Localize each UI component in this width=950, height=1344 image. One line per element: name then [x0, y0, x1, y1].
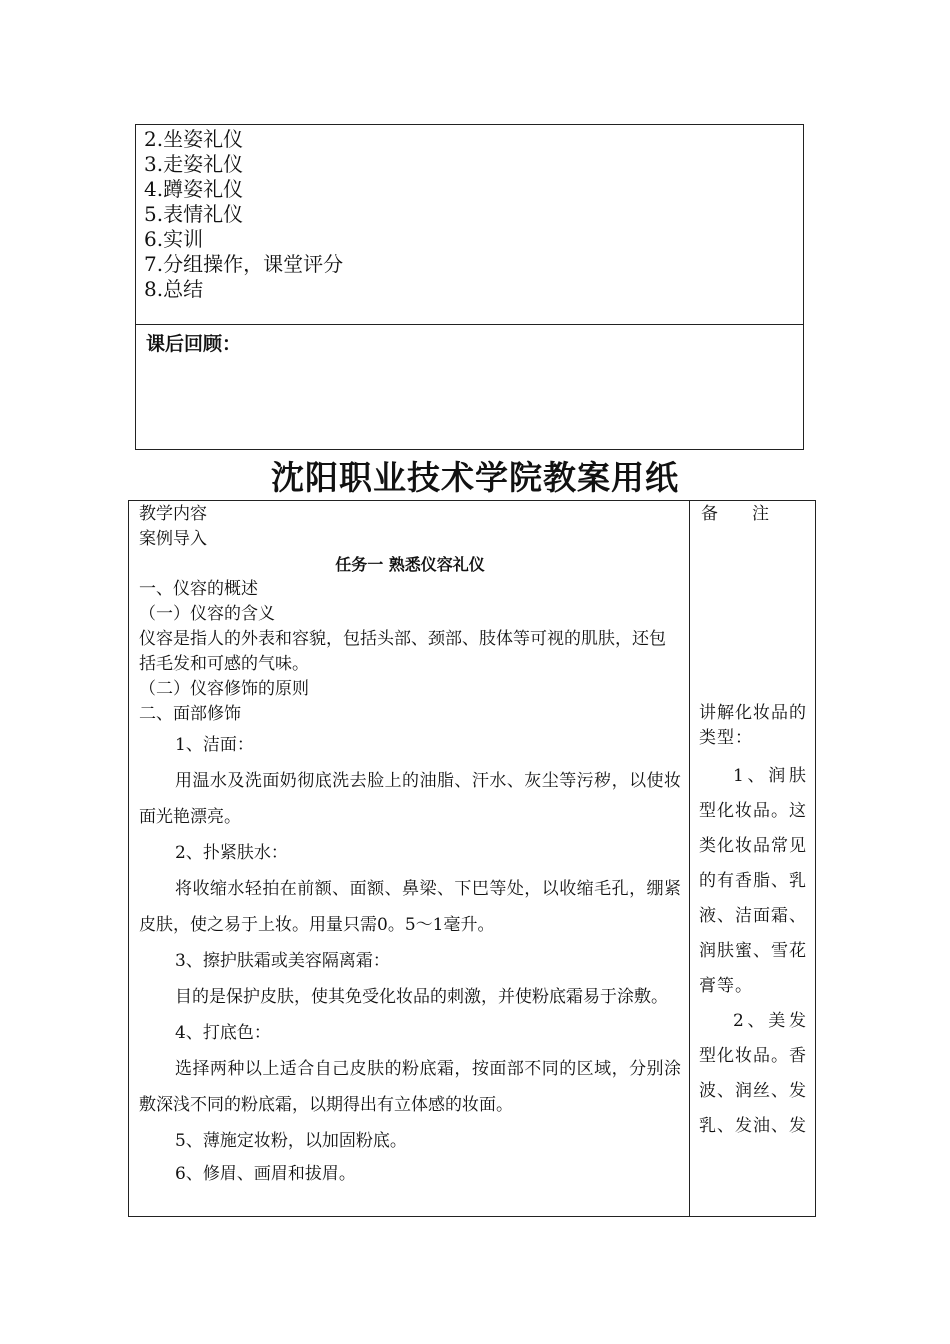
paragraph: 仪容是指人的外表和容貌，包括头部、颈部、肢体等可视的肌肤，还包括毛发和可感的气味。 [139, 629, 666, 674]
review-label: 课后回顾： [146, 333, 242, 355]
item-text: 选择两种以上适合自己皮肤的粉底霜，按面部不同的区域，分别涂敷深浅不同的粉底霜，以期得出有立体感的妆面。 [139, 1059, 681, 1115]
top-table [135, 124, 804, 450]
table-divider [136, 324, 803, 325]
remarks-column [699, 501, 809, 1136]
remarks-intro: 讲解化妆品的类型： [699, 703, 807, 748]
item-title: 6、修眉、画眉和拔眉。 [175, 1164, 356, 1184]
item-title: 1、洁面： [175, 735, 254, 755]
teaching-content-column [139, 501, 681, 1189]
step-item: 5.表情礼仪 [144, 202, 244, 226]
step-item: 4.蹲姿礼仪 [144, 177, 244, 201]
remarks-note: 1、润肤型化妆品。这类化妆品常见的有香脂、乳液、洁面霜、润肤蜜、雪花膏等。 [699, 766, 807, 996]
column-divider [689, 501, 690, 1216]
item-title: 5、薄施定妆粉，以加固粉底。 [175, 1131, 407, 1151]
item-title: 2、扑紧肤水： [175, 843, 288, 863]
step-item: 3.走姿礼仪 [144, 152, 244, 176]
steps-list [144, 127, 343, 302]
item-title: 3、擦护肤霜或美容隔离霜： [175, 951, 390, 971]
step-item: 7.分组操作，课堂评分 [144, 252, 344, 276]
case-intro: 案例导入 [139, 529, 207, 549]
step-item: 2.坐姿礼仪 [144, 127, 244, 151]
lesson-plan-table [128, 500, 816, 1217]
remarks-header: 备 注 [701, 504, 769, 524]
item-title: 4、打底色： [175, 1023, 271, 1043]
item-text: 用温水及洗面奶彻底洗去脸上的油脂、汗水、灰尘等污秽，以使妆面光艳漂亮。 [139, 771, 681, 827]
remarks-notes [699, 701, 807, 1144]
section-heading: 二、面部修饰 [139, 704, 241, 724]
subsection-heading: （一）仪容的含义 [139, 604, 275, 624]
step-item: 8.总结 [144, 277, 204, 301]
step-item: 6.实训 [144, 227, 204, 251]
document-title: 沈阳职业技术学院教案用纸 [271, 458, 679, 497]
teaching-content-header: 教学内容 [139, 504, 207, 524]
item-text: 将收缩水轻拍在前额、面额、鼻梁、下巴等处，以收缩毛孔，绷紧皮肤，使之易于上妆。用量只需0。5～1毫升。 [139, 879, 681, 935]
item-text: 目的是保护皮肤，使其免受化妆品的刺激，并使粉底霜易于涂敷。 [175, 987, 668, 1007]
section-heading: 一、仪容的概述 [139, 579, 258, 599]
subsection-heading: （二）仪容修饰的原则 [139, 679, 309, 699]
task-title: 任务一 熟悉仪容礼仪 [335, 555, 485, 574]
remarks-note: 2、美发型化妆品。香波、润丝、发乳、发油、发 [699, 1011, 807, 1136]
